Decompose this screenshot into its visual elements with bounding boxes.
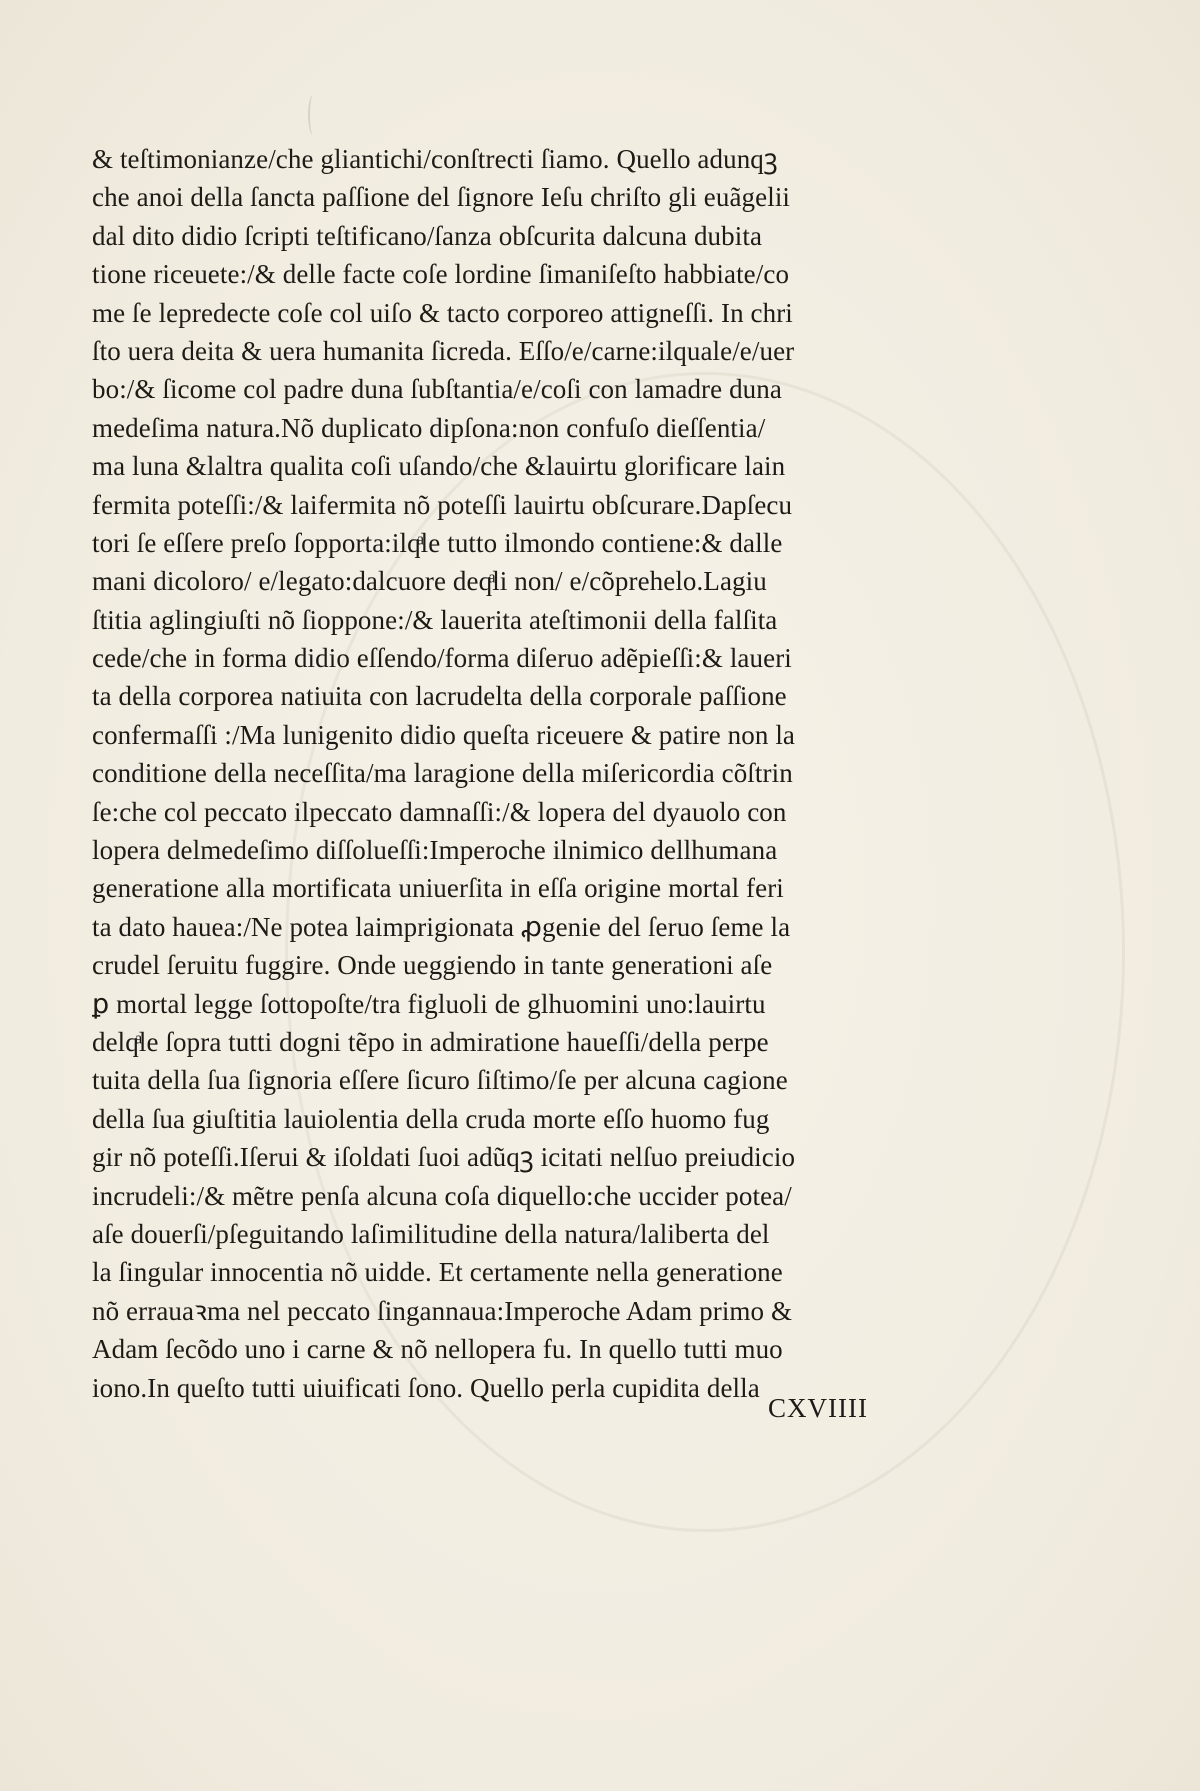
text-line: ta dato hauea:/Ne potea laimprigionata ꝓgenie del ſeruo ſeme la (92, 911, 791, 942)
text-line: mani dicoloro/ e/legato:dalcuore deqͣli non/ e/cõprehelo.Lagiu (92, 566, 767, 597)
folio-number: CXVIIII (768, 1393, 868, 1423)
text-block (92, 140, 922, 1407)
text-line: che anoi della ſancta paſſione del ſignore Ieſu chriſto gli euãgelii (92, 182, 791, 213)
text-line: generatione alla mortificata uniuerſita in eſſa origine mortal feri (92, 873, 784, 904)
text-line: me ſe lepredecte coſe col uiſo & tacto corporeo attigneſſi. In chri (92, 297, 793, 328)
text-line: dal dito didio ſcripti teſtificano/ſanza obſcurita dalcuna dubita (92, 220, 763, 251)
binding-mark (308, 95, 318, 135)
text-line: incrudeli:/& mẽtre penſa alcuna coſa diquello:che uccider potea/ (92, 1180, 792, 1211)
text-line: & teſtimonianze/che gliantichi/conſtrecti ſiamo. Quello adunqꝫ (92, 144, 778, 174)
text-line: bo:/& ſicome col padre duna ſubſtantia/e/coſi con lamadre duna (92, 374, 782, 405)
text-line: tuita della ſua ſignoria eſſere ſicuro ſiſtimo/ſe per alcuna cagione (92, 1065, 788, 1096)
text-line: tori ſe eſſere preſo ſopporta:ilqͣle tutto ilmondo contiene:& dalle (92, 527, 783, 558)
text-line: crudel ſeruitu fuggire. Onde ueggiendo in tante generationi aſe (92, 950, 773, 981)
text-line: ſtitia aglingiuſti nõ ſioppone:/& lauerita ateſtimonii della falſita (92, 604, 778, 635)
text-line: conditione della neceſſita/ma laragione della miſericordia cõſtrin (92, 758, 793, 789)
text-line: della ſua giuſtitia lauiolentia della cruda morte eſſo huomo fug (92, 1103, 770, 1134)
text-line: medeſima natura.Nõ duplicato dipſona:non confuſo dieſſentia/ (92, 412, 766, 443)
text-line: delqͣle ſopra tutti dogni tẽpo in admiratione haueſſi/della perpe (92, 1026, 769, 1057)
text-line: lopera delmedeſimo diſſolueſſi:Imperoche ilnimico dellhumana (92, 835, 778, 866)
text-line: Adam ſecõdo uno i carne & nõ nellopera fu. In quello tutti muo (92, 1334, 783, 1365)
text-line: tione riceuete:/& delle facte coſe lordine ſimaniſeſto habbiate/co (92, 259, 790, 290)
text-line: confermaſſi :/Ma lunigenito didio queſta riceuere & patire non la (92, 719, 796, 750)
text-line: ſto uera deita & uera humanita ſicreda. Eſſo/e/carne:ilquale/e/uer (92, 335, 795, 366)
text-line: ſe:che col peccato ilpeccato damnaſſi:/& lopera del dyauolo con (92, 796, 787, 827)
text-line: la ſingular innocentia nõ uidde. Et certamente nella generatione (92, 1257, 783, 1288)
text-line: iono.In queſto tutti uiuificati ſono. Quello perla cupidita della (92, 1372, 760, 1403)
text-line: ꝑ mortal legge ſottopoſte/tra figluoli de glhuomini uno:lauirtu (92, 988, 766, 1019)
text-line: cede/che in forma didio eſſendo/forma diſeruo adẽpieſſi:& laueri (92, 643, 792, 674)
text-line: fermita poteſſi:/& laifermita nõ poteſſi lauirtu obſcurare.Dapſecu (92, 489, 793, 520)
text-line: aſe douerſi/pſeguitando laſimilitudine della natura/laliberta del (92, 1218, 770, 1249)
text-line: ma luna &laltra qualita coſi uſando/che &lauirtu glorificare lain (92, 451, 786, 482)
text-line: gir nõ poteſſi.Iſerui & iſoldati ſuoi adũqꝫ icitati nelſuo preiudicio (92, 1142, 796, 1173)
text-line: ta della corporea natiuita con lacrudelta della corporale paſſione (92, 681, 787, 712)
text-line: nõ errauaꝛma nel peccato ſingannaua:Imperoche Adam primo & (92, 1295, 793, 1326)
